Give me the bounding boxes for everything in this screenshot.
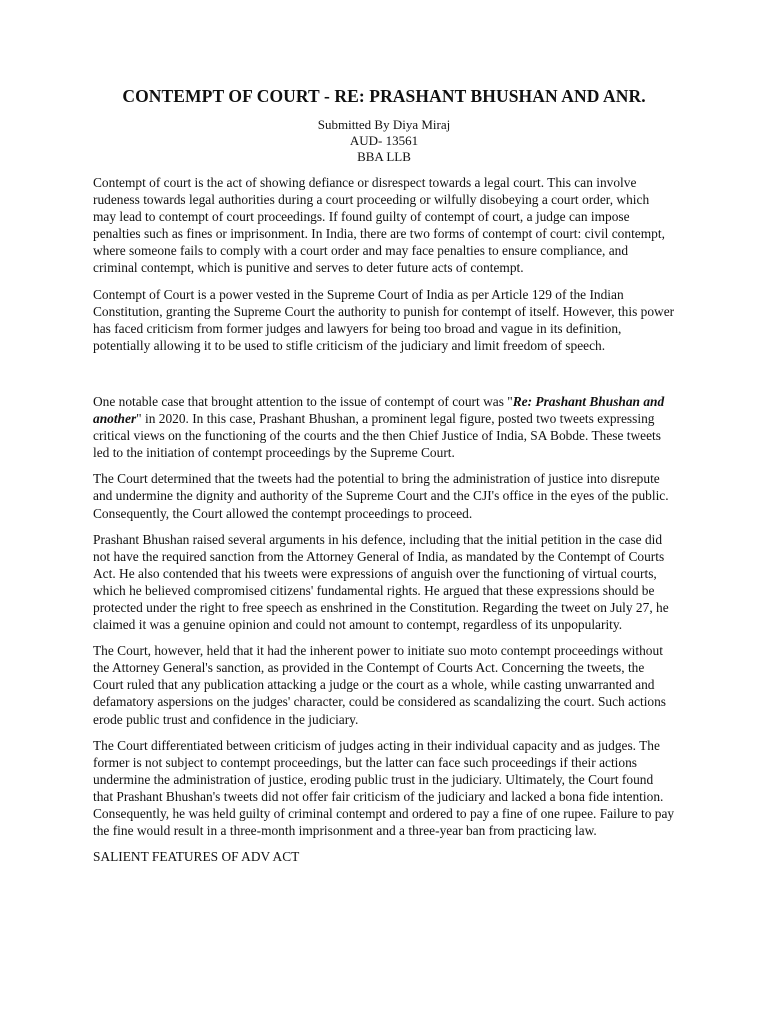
paragraph-article-129: Contempt of Court is a power vested in the Supreme Court of India as per Article 129 of the Indian Constitution, granting the Supreme Court the authority to punish for contempt of itself. However, this power has faced criticism from former judges and lawyers for being too broad and vague in its definition, potentially allowing it to be used to stifle criticism of the judiciary and limit freedom of speech. — [93, 286, 675, 353]
aud-number: AUD- 13561 — [349, 133, 419, 148]
case-name: Re: Prashant Bhushan and another — [93, 393, 665, 427]
paragraph-court-determination: The Court determined that the tweets had the potential to bring the administration of justice into disrepute and undermine the dignity and authority of the Supreme Court and the CJI's office in the eyes of the public. Consequently, the Court allowed the contempt proceedings to proceed. — [93, 471, 669, 521]
paragraph-definition: Contempt of court is the act of showing defiance or disrespect towards a legal court. This can involve rudeness towards legal authorities during a court proceeding or wilfully disobeying a court order, which may lead to contempt of court proceedings. If found guilty of contempt of court, a judge can impose penalties such as fines or imprisonment. In India, there are two forms of contempt of court: civil contempt, where someone fails to comply with a court order and may face penalties to ensure compliance, and criminal contempt, which is punitive and serves to deter future acts of contempt. — [93, 175, 665, 276]
paragraph-court-holding: The Court, however, held that it had the inherent power to initiate suo moto contempt proceedings without the Attorney General's sanction, as provided in the Contempt of Courts Act. Concerning the tweets, the Court ruled that any publication attacking a judge or the court as a whole, while casting unwarranted and defamatory aspersions on the judges' character, could be considered as scandalizing the court. Such actions erode public trust and confidence in the judiciary. — [93, 643, 667, 727]
document-page — [93, 84, 675, 865]
section-heading: SALIENT FEATURES OF ADV ACT — [93, 849, 300, 865]
case-intro-text: One notable case that brought attention to the issue of contempt of court was " — [93, 393, 513, 409]
submitted-by: Submitted By Diya Miraj — [317, 117, 451, 132]
document-title: CONTEMPT OF COURT - RE: PRASHANT BHUSHAN AND ANR. — [122, 86, 646, 106]
paragraph-case-intro — [93, 393, 675, 461]
case-intro-rest: " in 2020. In this case, Prashant Bhushan, a prominent legal figure, posted two tweets expressing critical views on the functioning of the courts and the then Chief Justice of India, SA Bobde. These tweets led to the initiation of contempt proceedings by the Supreme Court. — [93, 411, 661, 461]
paragraph-defence-arguments: Prashant Bhushan raised several arguments in his defence, including that the initial petition in the case did not have the required sanction from the Attorney General of India, as mandated by the Contempt of Courts Act. He also contended that his tweets were expressions of anguish over the functioning of virtual courts, which he believed compromised citizens' fundamental rights. He argued that these expressions should be protected under the right to free speech as enshrined in the Constitution. Regarding the tweet on July 27, he claimed it was a genuine opinion and could not amount to contempt, regardless of its unpopularity. — [93, 531, 669, 633]
program-name: BBA LLB — [357, 149, 411, 164]
paragraph-verdict: The Court differentiated between criticism of judges acting in their individual capacity and as judges. The former is not subject to contempt proceedings, but the latter can face such proceedings if their actions undermine the administration of justice, eroding public trust in the judiciary. Ultimately, the Court found that Prashant Bhushan's tweets did not offer fair criticism of the judiciary and lacked a bona fide intention. Consequently, he was held guilty of criminal contempt and ordered to pay a fine of one rupee. Failure to pay the fine would result in a three-month imprisonment and a three-year ban from practicing law. — [93, 737, 675, 839]
author-block — [93, 117, 675, 165]
